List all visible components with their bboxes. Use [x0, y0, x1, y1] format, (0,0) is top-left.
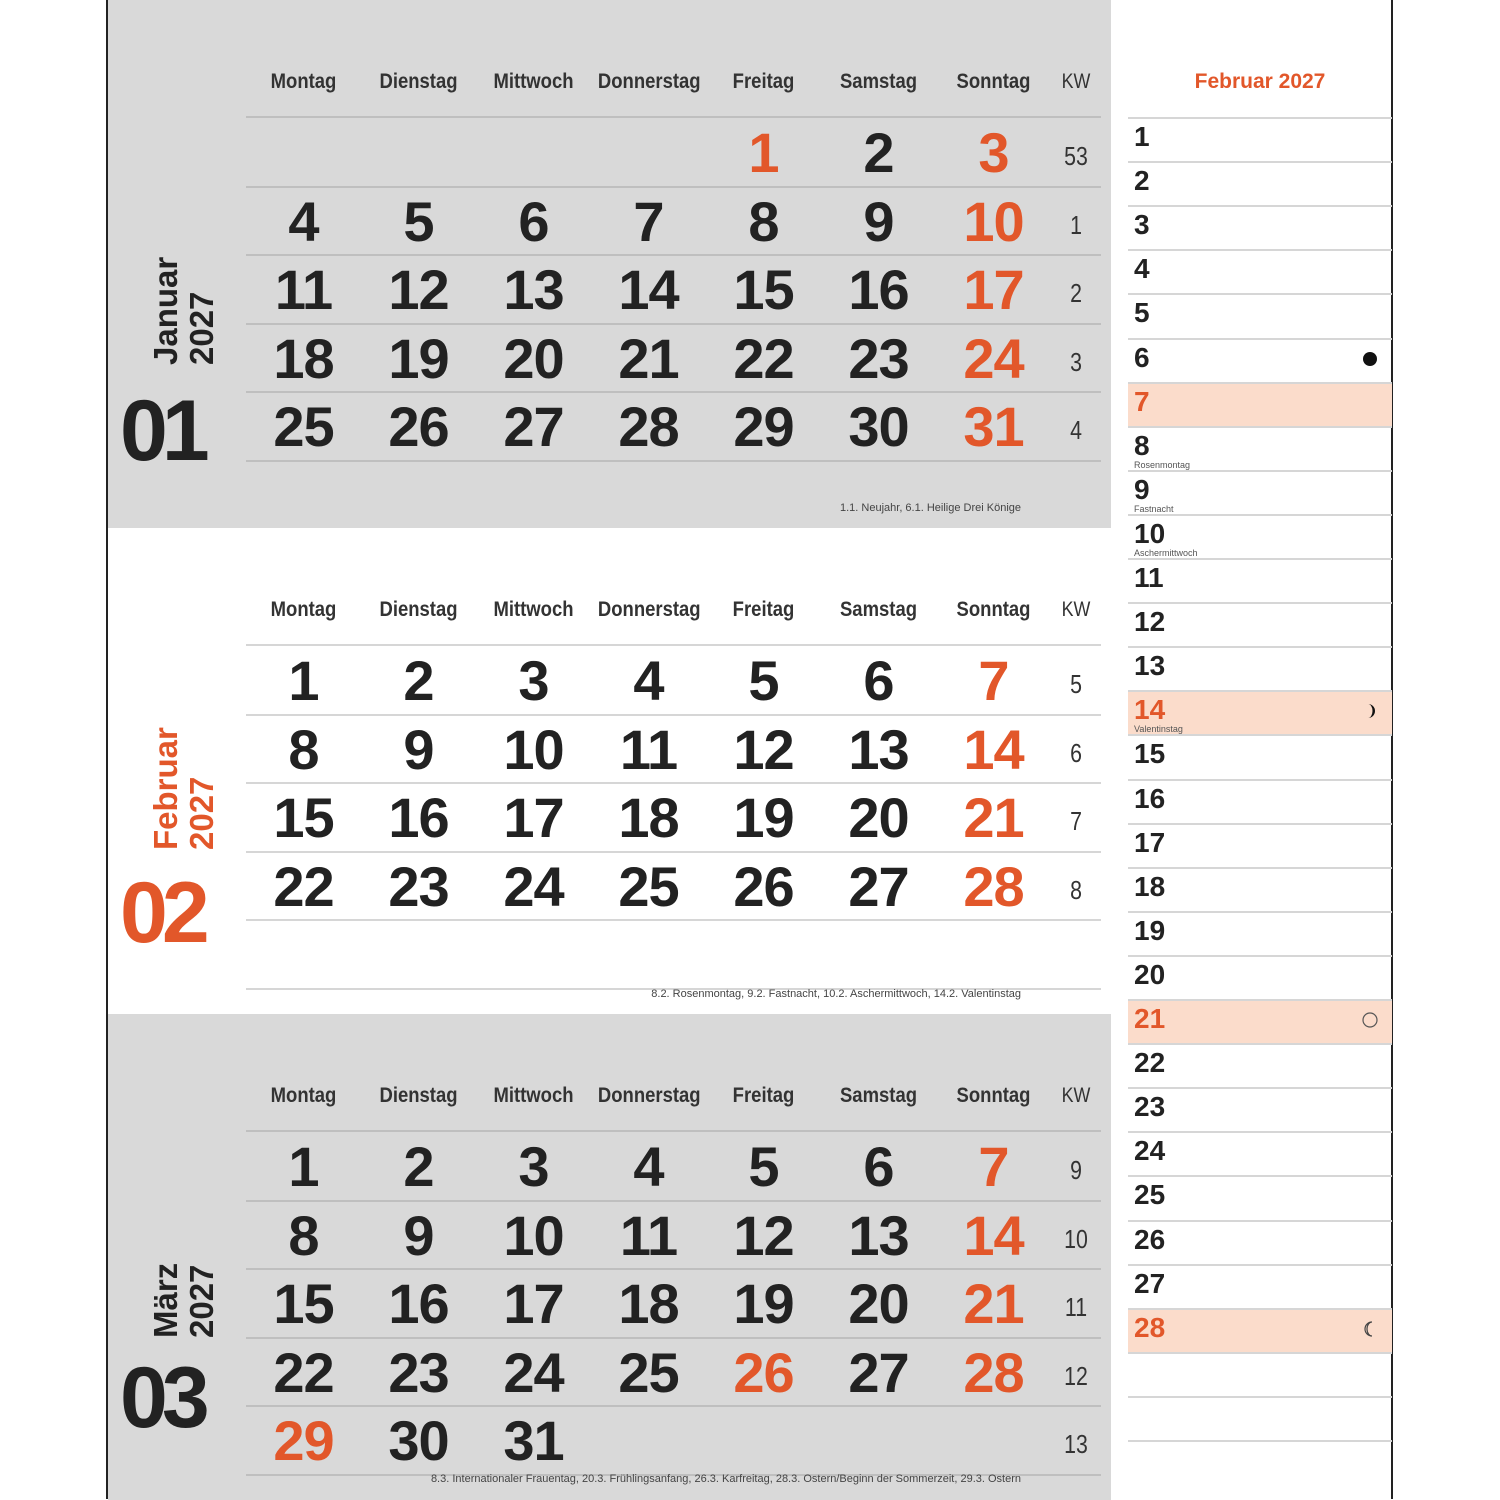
planner-day-row	[1128, 1308, 1392, 1352]
weekday-header: Dienstag	[379, 1084, 458, 1107]
day-cell: 4	[633, 1135, 664, 1198]
planner-day-number: 25	[1134, 1179, 1166, 1211]
day-cell: 19	[733, 786, 794, 849]
day-cell: 29	[273, 1409, 334, 1472]
day-cell: 25	[273, 395, 334, 458]
day-cell: 6	[863, 1135, 894, 1198]
planner-day-row	[1128, 1131, 1392, 1175]
grid-line	[246, 919, 1101, 921]
weekday-header: Freitag	[732, 1084, 795, 1107]
weekday-header: Dienstag	[379, 70, 458, 93]
planner-day-number: 7	[1134, 385, 1150, 417]
planner-title: Februar 2027	[1194, 70, 1326, 93]
planner-day-row	[1128, 426, 1392, 470]
day-cell: 9	[863, 189, 894, 253]
planner-day-row	[1128, 117, 1392, 161]
planner-day-number: 18	[1134, 870, 1166, 902]
month-planner-column	[1128, 0, 1392, 1500]
week-number: 1	[1070, 209, 1082, 240]
day-cell: 16	[388, 786, 449, 849]
day-cell: 20	[503, 326, 564, 390]
month-name: März	[147, 1262, 184, 1338]
grid-line	[246, 391, 1101, 393]
day-cell: 26	[733, 854, 794, 918]
day-cell: 28	[963, 1340, 1024, 1404]
weekday-header: Donnerstag	[597, 70, 701, 93]
full-moon-icon	[1362, 1012, 1378, 1028]
planner-day-number: 26	[1134, 1223, 1166, 1255]
day-cell: 19	[733, 1272, 794, 1335]
day-cell: 17	[503, 1272, 564, 1335]
month-number: 03	[120, 1350, 204, 1446]
grid-line	[246, 714, 1101, 716]
week-number: 3	[1070, 346, 1082, 377]
day-cell: 14	[963, 1203, 1024, 1267]
week-number: 9	[1070, 1155, 1082, 1185]
day-cell: 13	[848, 717, 909, 781]
day-cell: 1	[288, 1135, 319, 1198]
day-cell: 29	[733, 395, 794, 458]
day-cell: 11	[274, 258, 333, 321]
grid-line	[246, 254, 1101, 256]
grid-line	[246, 644, 1101, 646]
kw-header: KW	[1061, 598, 1091, 621]
day-cell: 5	[403, 189, 434, 253]
day-cell: 24	[503, 854, 564, 918]
day-cell: 3	[518, 649, 549, 712]
day-cell: 23	[388, 854, 449, 918]
day-cell: 18	[618, 786, 679, 849]
month-panel-1	[108, 0, 1111, 528]
planner-day-number: 10	[1134, 517, 1166, 549]
day-cell: 3	[518, 1135, 549, 1198]
day-cell: 17	[963, 258, 1024, 321]
day-cell: 9	[403, 717, 434, 781]
planner-day-number: 15	[1134, 738, 1166, 770]
day-cell: 18	[618, 1272, 679, 1335]
day-cell: 1	[748, 121, 779, 184]
day-cell: 21	[618, 326, 679, 390]
day-cell: 12	[733, 1203, 794, 1267]
day-cell: 3	[978, 121, 1009, 184]
day-cell: 10	[503, 1203, 564, 1267]
kw-header: KW	[1061, 1084, 1091, 1107]
holiday-note: 8.3. Internationaler Frauentag, 20.3. Frühlingsanfang, 26.3. Karfreitag, 28.3. Ostern/Beginn der Sommerzeit, 29.3. Ostern	[430, 1473, 1021, 1485]
planner-day-row	[1128, 161, 1392, 205]
planner-day-row	[1128, 1396, 1392, 1440]
day-cell: 18	[273, 326, 334, 390]
day-cell: 31	[503, 1409, 564, 1472]
day-cell: 31	[963, 395, 1024, 458]
planner-day-number: 8	[1134, 429, 1150, 461]
planner-day-number: 6	[1134, 341, 1150, 373]
day-cell: 16	[388, 1272, 449, 1335]
week-number: 53	[1064, 141, 1088, 171]
week-number: 11	[1064, 1292, 1088, 1322]
weekday-header: Mittwoch	[493, 70, 574, 93]
month-year: 2027	[183, 291, 220, 365]
day-cell: 11	[619, 1203, 678, 1267]
weekday-header: Montag	[270, 70, 337, 93]
day-cell: 20	[848, 1272, 909, 1335]
planner-day-number: 23	[1134, 1091, 1166, 1123]
day-cell: 4	[633, 649, 664, 712]
planner-day-row	[1128, 999, 1392, 1043]
month-name-rotated	[148, 257, 220, 365]
planner-day-number: 3	[1134, 209, 1150, 241]
day-cell: 1	[288, 649, 319, 712]
first-quarter-moon-icon	[1362, 703, 1378, 719]
planner-day-number: 14	[1134, 694, 1166, 726]
weekday-header: Freitag	[732, 70, 795, 93]
planner-day-row	[1128, 690, 1392, 734]
day-cell: 14	[618, 258, 679, 321]
week-number: 13	[1064, 1429, 1088, 1459]
weekday-header: Freitag	[732, 598, 795, 621]
day-cell: 8	[748, 189, 779, 253]
month-panel-2	[108, 528, 1111, 1014]
three-month-calendar	[108, 0, 1111, 1500]
day-cell: 13	[848, 1203, 909, 1267]
day-cell: 14	[963, 717, 1024, 781]
weekday-header: Samstag	[839, 1084, 918, 1107]
day-cell: 6	[518, 189, 549, 253]
holiday-note: 1.1. Neujahr, 6.1. Heilige Drei Könige	[840, 502, 1021, 514]
planner-day-row	[1128, 734, 1392, 778]
planner-day-number: 22	[1134, 1047, 1166, 1079]
day-cell: 9	[403, 1203, 434, 1267]
planner-day-row	[1128, 293, 1392, 337]
week-number: 5	[1070, 669, 1082, 699]
planner-day-note: Fastnacht	[1134, 503, 1174, 514]
planner-day-number: 4	[1134, 253, 1150, 285]
weekday-header: Sonntag	[956, 1084, 1031, 1107]
day-cell: 17	[503, 786, 564, 849]
month-name: Februar	[147, 727, 184, 850]
planner-day-row	[1128, 646, 1392, 690]
day-cell: 11	[619, 717, 678, 781]
day-cell: 5	[748, 1135, 779, 1198]
month-year: 2027	[183, 1264, 220, 1338]
weekday-header: Samstag	[839, 70, 918, 93]
day-cell: 7	[978, 1135, 1009, 1198]
planner-day-row	[1128, 1175, 1392, 1219]
day-cell: 12	[388, 258, 449, 321]
week-number: 4	[1070, 415, 1082, 445]
day-cell: 24	[963, 326, 1024, 390]
grid-line	[246, 1200, 1101, 1202]
month-name-rotated	[148, 1263, 220, 1338]
planner-day-row	[1128, 338, 1392, 382]
planner-day-row	[1128, 1352, 1392, 1396]
month-number: 02	[120, 865, 204, 961]
planner-day-row	[1128, 470, 1392, 514]
day-cell: 12	[733, 717, 794, 781]
planner-day-number: 17	[1134, 826, 1166, 858]
planner-day-row	[1128, 955, 1392, 999]
weekday-header: Sonntag	[956, 598, 1031, 621]
planner-day-number: 12	[1134, 606, 1166, 638]
planner-day-number: 9	[1134, 473, 1150, 505]
planner-day-number: 2	[1134, 165, 1150, 197]
planner-day-number: 28	[1134, 1311, 1166, 1343]
planner-day-note: Aschermittwoch	[1134, 547, 1198, 558]
planner-day-number: 21	[1134, 1003, 1166, 1034]
day-cell: 13	[503, 258, 564, 321]
month-panel-3	[108, 1014, 1111, 1500]
weekday-header: Sonntag	[956, 70, 1031, 93]
grid-line	[246, 186, 1101, 188]
weekday-header: Donnerstag	[597, 1084, 701, 1107]
day-cell: 28	[963, 854, 1024, 918]
planner-day-row	[1128, 1087, 1392, 1131]
planner-day-row	[1128, 1264, 1392, 1308]
planner-day-row	[1128, 823, 1392, 867]
grid-line	[246, 460, 1101, 462]
month-number: 01	[120, 383, 204, 479]
planner-day-row	[1128, 249, 1392, 293]
planner-day-number: 19	[1134, 914, 1166, 946]
planner-day-row	[1128, 558, 1392, 602]
day-cell: 8	[288, 1203, 319, 1267]
last-quarter-moon-icon	[1362, 1321, 1378, 1337]
day-cell: 15	[733, 258, 794, 321]
month-name: Januar	[147, 256, 184, 365]
weekday-header: Mittwoch	[493, 598, 574, 621]
planner-day-row	[1128, 602, 1392, 646]
planner-day-number: 20	[1134, 958, 1166, 990]
week-number: 10	[1064, 1223, 1088, 1254]
kw-header: KW	[1061, 70, 1091, 93]
day-cell: 26	[733, 1340, 794, 1404]
weekday-header: Montag	[270, 598, 337, 621]
planner-day-row	[1128, 1220, 1392, 1264]
planner-day-number: 16	[1134, 782, 1166, 814]
holiday-note: 8.2. Rosenmontag, 9.2. Fastnacht, 10.2. Aschermittwoch, 14.2. Valentinstag	[651, 988, 1021, 1000]
planner-day-row	[1128, 1043, 1392, 1087]
day-cell: 6	[863, 649, 894, 712]
grid-line	[246, 1268, 1101, 1270]
day-cell: 21	[963, 786, 1024, 849]
planner-day-row	[1128, 205, 1392, 249]
day-cell: 19	[388, 326, 449, 390]
day-cell: 8	[288, 717, 319, 781]
day-cell: 5	[748, 649, 779, 712]
day-cell: 23	[848, 326, 909, 390]
day-cell: 28	[618, 395, 679, 458]
weekday-header: Samstag	[839, 598, 918, 621]
week-number: 12	[1064, 1360, 1088, 1391]
grid-line	[246, 1337, 1101, 1339]
grid-line	[246, 323, 1101, 325]
planner-day-row	[1128, 867, 1392, 911]
planner-day-row	[1128, 514, 1392, 558]
day-cell: 22	[273, 854, 334, 918]
day-cell: 16	[848, 258, 909, 321]
planner-day-row	[1128, 911, 1392, 955]
planner-day-number: 5	[1134, 297, 1150, 329]
day-cell: 7	[978, 649, 1009, 712]
day-cell: 24	[503, 1340, 564, 1404]
grid-line	[246, 1405, 1101, 1407]
day-cell: 15	[273, 1272, 334, 1335]
planner-day-number: 27	[1134, 1267, 1166, 1299]
planner-day-row	[1128, 382, 1392, 426]
day-cell: 4	[288, 189, 319, 253]
grid-line	[246, 782, 1101, 784]
weekday-header: Dienstag	[379, 598, 458, 621]
day-cell: 23	[388, 1340, 449, 1404]
day-cell: 10	[503, 717, 564, 781]
weekday-header: Mittwoch	[493, 1084, 574, 1107]
day-cell: 21	[963, 1272, 1024, 1335]
planner-day-number: 1	[1134, 121, 1150, 152]
planner-end-line	[1128, 1440, 1392, 1442]
month-name-rotated	[148, 727, 220, 850]
planner-day-number: 24	[1134, 1135, 1166, 1167]
week-number: 6	[1070, 737, 1082, 768]
week-number: 8	[1070, 874, 1082, 905]
day-cell: 2	[403, 649, 434, 712]
day-cell: 15	[273, 786, 334, 849]
month-year: 2027	[183, 776, 220, 850]
day-cell: 7	[633, 189, 664, 253]
week-number: 2	[1070, 278, 1082, 308]
day-cell: 10	[963, 189, 1024, 253]
day-cell: 25	[618, 854, 679, 918]
day-cell: 2	[403, 1135, 434, 1198]
planner-day-number: 11	[1134, 562, 1164, 593]
day-cell: 27	[848, 1340, 909, 1404]
day-cell: 20	[848, 786, 909, 849]
planner-day-number: 13	[1134, 650, 1166, 682]
grid-line	[246, 851, 1101, 853]
new-moon-icon	[1362, 351, 1378, 367]
day-cell: 30	[848, 395, 909, 458]
weekday-header: Donnerstag	[597, 598, 701, 621]
day-cell: 22	[273, 1340, 334, 1404]
grid-line	[246, 116, 1101, 118]
day-cell: 27	[503, 395, 564, 458]
planner-day-note: Valentinstag	[1134, 724, 1183, 735]
day-cell: 30	[388, 1409, 449, 1472]
week-number: 7	[1070, 806, 1082, 836]
day-cell: 25	[618, 1340, 679, 1404]
planner-day-note: Rosenmontag	[1134, 459, 1191, 470]
day-cell: 22	[733, 326, 794, 390]
day-cell: 26	[388, 395, 449, 458]
day-cell: 27	[848, 854, 909, 918]
day-cell: 2	[863, 121, 894, 184]
grid-line	[246, 1130, 1101, 1132]
planner-day-row	[1128, 779, 1392, 823]
weekday-header: Montag	[270, 1084, 337, 1107]
